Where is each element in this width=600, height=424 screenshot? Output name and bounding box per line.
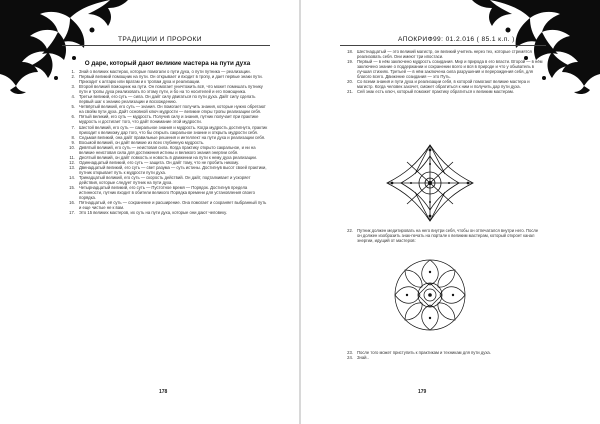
item-list <box>62 69 268 215</box>
sigil-key-diagram <box>385 144 475 222</box>
list-item: 5. Четвёртый великий, его суть — знания. Он помогает получить знания, которые нужно обретают на свойм пути духа. Дайт основной ключ мудрости — великие откры тропы реализации себя. <box>71 104 266 115</box>
sigil-dot <box>429 149 432 152</box>
list-item: 4. Третьи великий, его суть — сила. Он дайт силу двигаться по пути духа. Дайт силу сделать первый шаг к знанию реализации и восхождению. <box>71 94 256 105</box>
list-item: 1. Знай о великих мастерах, которые помогали о пути духа, о пути путника — реализации. <box>71 69 251 74</box>
seal-dot <box>429 271 431 273</box>
sigil-dot <box>429 163 431 165</box>
sigil-dot <box>428 181 432 185</box>
list-item: 21. Сей знак есть ключ, который поможет практику обратиться к великим мастерам. <box>347 89 514 95</box>
seal-petal <box>438 303 455 320</box>
page-header: АПОКРИФ99: 01.2.016 ( 85.1 к.п. ) <box>398 36 515 43</box>
list-item: 16. Пятнадцатый, её суть — сохранение и расширение. Она помогает и сохраняет выбранный путь и еще чистые не к вам. <box>69 200 267 211</box>
sigil-dot <box>391 182 394 185</box>
item-list <box>340 228 543 243</box>
sigil-dot <box>429 201 431 203</box>
seal-petal <box>438 270 455 287</box>
list-item: 23. После того может приступить к практикам и техникам для пути духа. <box>347 350 491 355</box>
sigil-dot <box>429 215 432 218</box>
list-item: 10. Девятый великий, его суть — неистовая сила. Когда практику открыто сакральное, и ни на великие неистовая сила для достижения истины и великого знания энергии себя. <box>69 144 256 155</box>
header-rule <box>62 45 270 46</box>
list-item: 3. Второй великий помощник на пути. Он помогает уничтожить всё, что может помешать путнику пути и тропы духа реализовать по этому пути, и бо на то носителей и его помощника. <box>71 84 263 95</box>
list-item: 11. Десятый великий, он дайт ловкость и новость в движении на пути к нему духа реализации. <box>69 154 257 160</box>
page-number: 179 <box>418 389 427 395</box>
list-item: 24. Знай.. <box>347 355 369 361</box>
list-item: 19. Первый — в нём заключено мудрость созидания. Мир и природа в его власти. Второй — в нём заключено знание о поддержании и сохранении всего и вся в природе и что у обыватель в лучшая стихиях. Третьей — в нём заключена сила разрушения и перерождения себя, для благого всего. Движение созидания — это Путь. <box>347 59 543 80</box>
page-header: ТРАДИЦИИ И ПРОРОКИ <box>118 36 202 43</box>
list-item: 9. Восьмой великий, он дайт великие из всех глубинную мудрость. <box>71 139 205 145</box>
header-rule <box>340 45 546 46</box>
seal-dot <box>429 317 431 319</box>
list-item: 15. Четырнадцатый великий, его суть — Пустотное время — Порядок. Достигнув предела истинности, путник входит в обители великого Порядка времени для установления своего порядка. <box>69 185 255 201</box>
seal-dot <box>428 293 432 297</box>
seal-petal <box>405 270 422 287</box>
list-item: 8. Седьмая великий, она дайт правильные решения и интеллект на пути духа и реализации себя. <box>71 134 266 140</box>
list-item: 13. Двенадцатый великий, его суть — свет разума — суть истины. Достигнув высот своей практики, путник открывает путь к мудрости пути духа. <box>69 164 267 175</box>
list-item: 17. Это 15 великих мастеров, их суть на пути духа, которые они дают человеку. <box>69 210 227 216</box>
page-title: О даре, который дают великие мастера на пути духа <box>84 60 251 67</box>
list-item: 6. Пятый великий, его суть — мудрость. Получив силу и знания, путник получает при практике мудрость и достигает того, что дайт понимание этой мудрости. <box>71 114 259 125</box>
seal-petal <box>405 303 422 320</box>
list-item: 14. Тринадцатый великий, его суть — скорость действий. Он дайт, подталкивает и ускоряет действия, которые следует путник на пути духа. <box>69 174 251 186</box>
seal-dot <box>406 294 408 296</box>
item-list <box>340 49 543 94</box>
seal-dot <box>452 294 454 296</box>
page-number: 178 <box>159 389 168 395</box>
list-item: 20. Со всеми знания и пути духа и реализации себя, в которой помогают великие мастера и магистр. Когда человек захочет, сможет обратиться к ним и получить дар пути духа. <box>347 79 530 90</box>
sigil-dot <box>467 182 470 185</box>
item-list <box>340 350 543 360</box>
list-item: 12. Одиннадцатый великий, его суть — защита. Он дайт тому, что не пробить никому. <box>69 159 239 165</box>
sigil-dot <box>448 182 450 184</box>
list-item: 2. Первый великий помощник на пути. Он открывает и входит в тропу, и дает первые знаки пути. Приходит к алтарю или вратам и к тропам духа и реализации. <box>71 74 263 85</box>
list-item: 22. Путник должен медитировать на него внутри себя, чтобы он отпечатался внутри него. После он должен изобразить знак-печать на портале к великим мастерам, который откроет канал энергии, идущий от мастеров: <box>347 228 539 244</box>
sigil-dot <box>410 182 412 184</box>
seal-portal-diagram <box>393 258 467 332</box>
list-item: 18. Шестнадцатый — это великий магистр, он великий учитель нерез тех, которые стремятся реализовать себя. Они имеют три ипостаси. <box>347 49 532 60</box>
list-item: 7. Шестой великий, его суть — сакральное знания и мудрость. Когда мудрость достигнута, практик приходит к великому дар того, что бы открыть сакральное знание и открыть мудрости себя. <box>71 124 268 135</box>
